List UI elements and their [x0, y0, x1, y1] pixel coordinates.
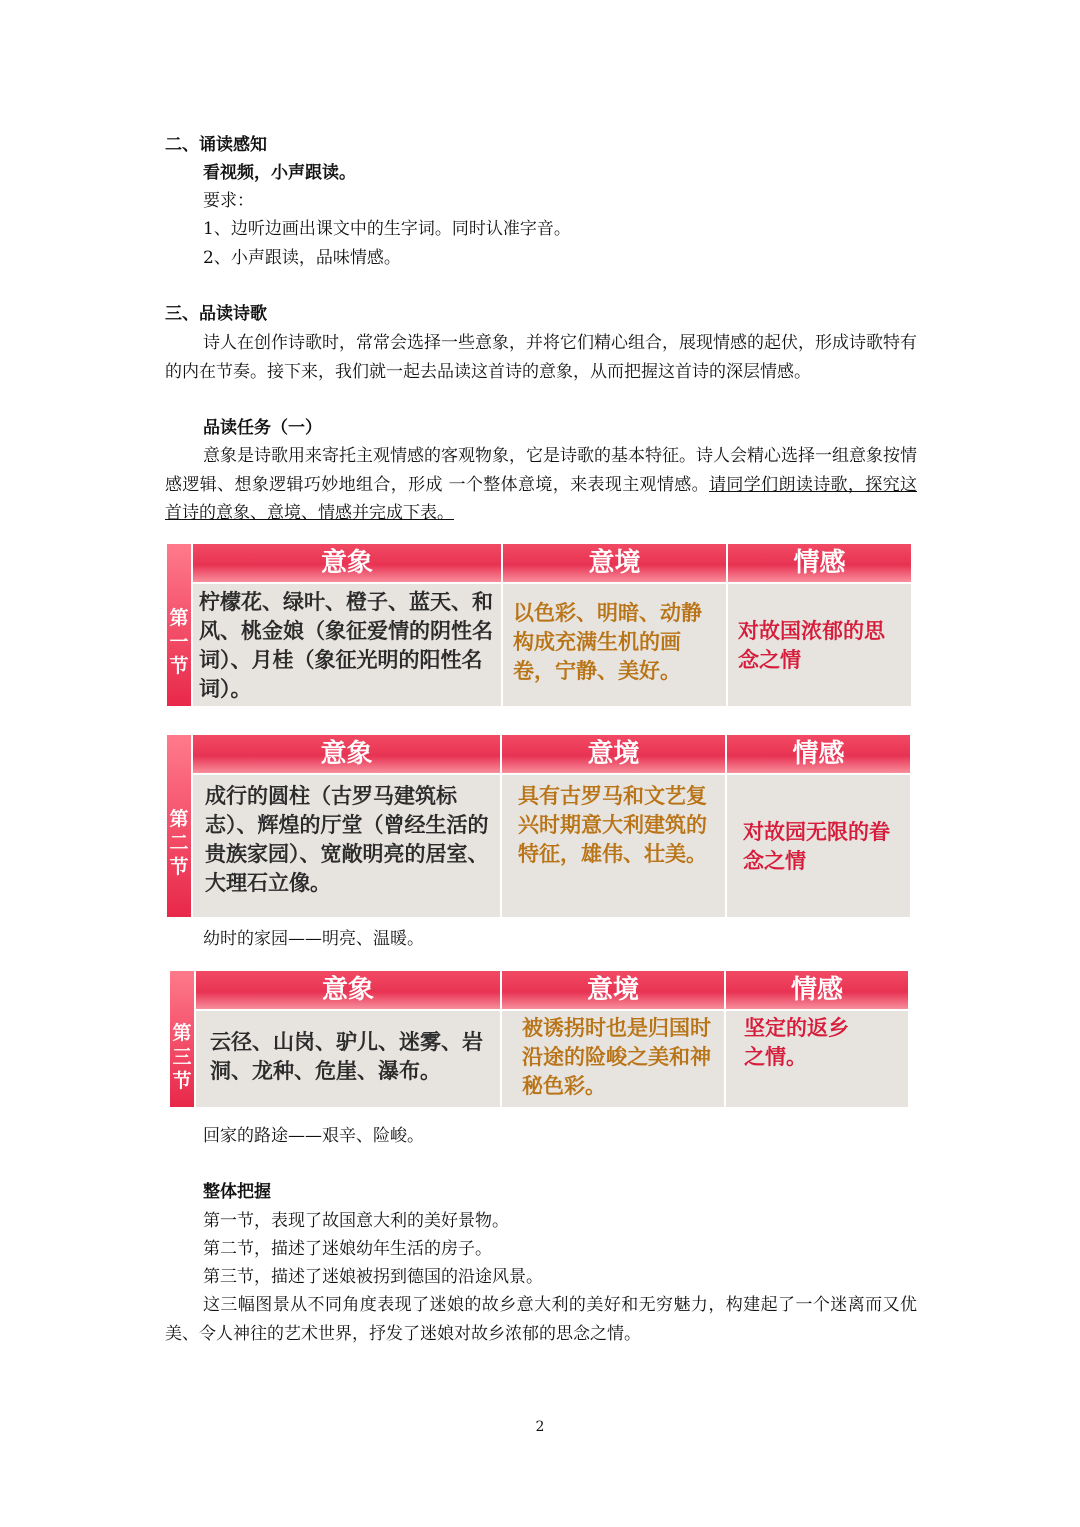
- section3-intro: 诗人在创作诗歌时，常常会选择一些意象，并将它们精心组合，展现情感的起伏，形成诗歌特有的内在节奏。接下来，我们就一起去品读这首诗的意象，从而把握这首诗的深层情感。: [165, 333, 917, 382]
- section2-heading: 二、诵读感知: [165, 135, 267, 155]
- summary-line-3: 第三节，描述了迷娘被拐到德国的沿途风景。: [203, 1267, 543, 1287]
- side-label: 第一节: [169, 607, 189, 677]
- cell-emotion: 坚定的返乡之情。: [726, 1011, 908, 1107]
- cell-imagery: 柠檬花、绿叶、橙子、蓝天、和风、桃金娘（象征爱情的阴性名词）、月桂（象征光明的阳性名词）。: [193, 584, 501, 706]
- summary-heading: 整体把握: [203, 1182, 271, 1202]
- task-paragraph: [165, 442, 917, 528]
- table-section-1: [167, 544, 911, 706]
- summary-paragraph: 这三幅图景从不同角度表现了迷娘的故乡意大利的美好和无穷魅力，构建起了一个迷离而又优美、令人神往的艺术世界，抒发了迷娘对故乡浓郁的思念之情。: [165, 1295, 917, 1344]
- task-title: 品读任务（一）: [203, 418, 322, 438]
- summary-line-1: 第一节，表现了故国意大利的美好景物。: [203, 1211, 509, 1231]
- cell-mood: 以色彩、明暗、动静构成充满生机的画卷，宁静、美好。: [503, 584, 726, 706]
- cell-mood: 被诱拐时也是归国时沿途的险峻之美和神秘色彩。: [502, 1011, 724, 1107]
- side-label: 第二节: [169, 808, 189, 878]
- side-label: 第三节: [172, 1022, 192, 1092]
- cell-imagery: 云径、山岗、驴儿、迷雾、岩洞、龙种、危崖、瀑布。: [196, 1011, 500, 1107]
- summary-line-2: 第二节，描述了迷娘幼年生活的房子。: [203, 1239, 492, 1259]
- section3-heading: 三、品读诗歌: [165, 304, 267, 324]
- task-instruction: 请同学们朗读诗歌，探究这首诗的意象、意境、情感并完成下表。: [165, 474, 918, 523]
- header-imagery: 意象: [193, 735, 500, 773]
- table-section-2: [167, 735, 911, 917]
- header-imagery: 意象: [196, 971, 500, 1009]
- header-emotion: 情感: [726, 971, 908, 1009]
- section2-subheading: 看视频，小声跟读。: [203, 163, 356, 183]
- table3-caption: 回家的路途——艰辛、险峻。: [203, 1126, 424, 1146]
- page-number: 2: [535, 1419, 545, 1435]
- cell-emotion: 对故国浓郁的思念之情: [728, 584, 911, 706]
- requirement-2: 2、小声跟读，品味情感。: [203, 248, 401, 268]
- table-section-3: [170, 971, 908, 1107]
- task-text: 意象是诗歌用来寄托主观情感的客观物象，它是诗歌的基本特征。诗人会精心选择一组意象按情感逻辑、想象逻辑巧妙地组合，形成 一个整体意境，来表现主观情感。: [165, 446, 917, 495]
- side-label-bar: [167, 735, 191, 917]
- header-mood: 意境: [502, 735, 725, 773]
- header-mood: 意境: [502, 971, 724, 1009]
- cell-imagery: 成行的圆柱（古罗马建筑标志）、辉煌的厅堂（曾经生活的贵族家园）、宽敞明亮的居室、大理石立像。: [193, 775, 500, 917]
- header-mood: 意境: [503, 544, 726, 582]
- header-emotion: 情感: [727, 735, 910, 773]
- header-imagery: 意象: [193, 544, 501, 582]
- table2-caption: 幼时的家园——明亮、温暖。: [203, 929, 424, 949]
- side-label-bar: [170, 971, 194, 1107]
- cell-mood: 具有古罗马和文艺复兴时期意大利建筑的特征，雄伟、壮美。: [502, 775, 725, 917]
- header-emotion: 情感: [728, 544, 911, 582]
- requirements-label: 要求：: [203, 191, 254, 211]
- side-label-bar: [167, 544, 191, 706]
- cell-emotion: 对故园无限的眷念之情: [727, 775, 910, 917]
- requirement-1: 1、边听边画出课文中的生字词。同时认准字音。: [203, 219, 571, 239]
